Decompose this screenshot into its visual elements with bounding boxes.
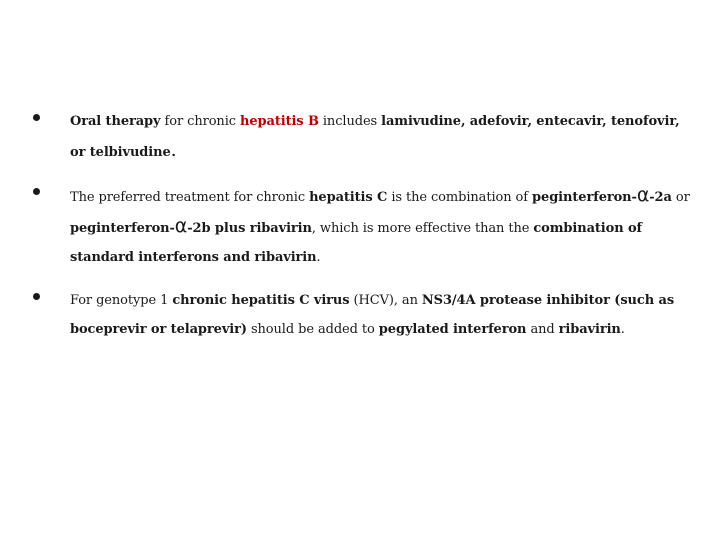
alpha-symbol: α: [174, 215, 188, 237]
bullet-item-hepatitis-c-treatment: [30, 181, 690, 272]
text-segment: hepatitis B: [239, 114, 319, 129]
bullet-item-genotype-1-hcv: [30, 286, 690, 344]
text-segment: NS3/4A protease inhibitor (such as boceprevir or telaprevir): [70, 293, 675, 337]
alpha-symbol: α: [636, 184, 650, 206]
text-segment: for chronic: [160, 114, 240, 129]
bullet-dot-icon: [33, 293, 40, 300]
bullet-text: [70, 286, 690, 344]
text-segment: .: [620, 322, 625, 337]
text-segment: -2b plus ribavirin: [187, 221, 312, 236]
text-segment: .: [316, 250, 321, 265]
bullet-dot-icon: [33, 188, 40, 195]
text-segment: hepatitis C: [309, 190, 388, 205]
text-segment: is the combination of: [387, 190, 533, 205]
text-segment: , which is more effective than the: [311, 221, 534, 236]
text-segment: lamivudine, adefovir, entecavir, tenofovir, or telbivudine: [70, 114, 680, 160]
bullet-item-oral-therapy-hepatitis-b: [30, 107, 690, 167]
text-segment: peginterferon-: [70, 221, 175, 236]
text-segment: -2a: [649, 190, 672, 205]
text-segment: pegylated interferon: [378, 322, 527, 337]
text-segment: combination of standard interferons and ribavirin: [70, 221, 643, 265]
text-segment: and: [526, 322, 559, 337]
text-segment: or: [671, 190, 690, 205]
bullet-text: [70, 181, 690, 272]
text-segment: .: [170, 139, 177, 161]
text-segment: For genotype 1: [70, 293, 173, 308]
text-segment: peginterferon-: [532, 190, 637, 205]
text-segment: The preferred treatment for chronic: [70, 190, 310, 205]
text-segment: Oral therapy: [70, 114, 161, 129]
bullet-list: [30, 107, 690, 358]
text-segment: ribavirin: [558, 322, 621, 337]
text-segment: should be added to: [246, 322, 379, 337]
text-segment: chronic hepatitis C virus: [172, 293, 350, 308]
bullet-dot-icon: [33, 114, 40, 121]
bullet-text: [70, 107, 690, 167]
text-segment: (HCV), an: [349, 293, 422, 308]
text-segment: includes: [318, 114, 382, 129]
